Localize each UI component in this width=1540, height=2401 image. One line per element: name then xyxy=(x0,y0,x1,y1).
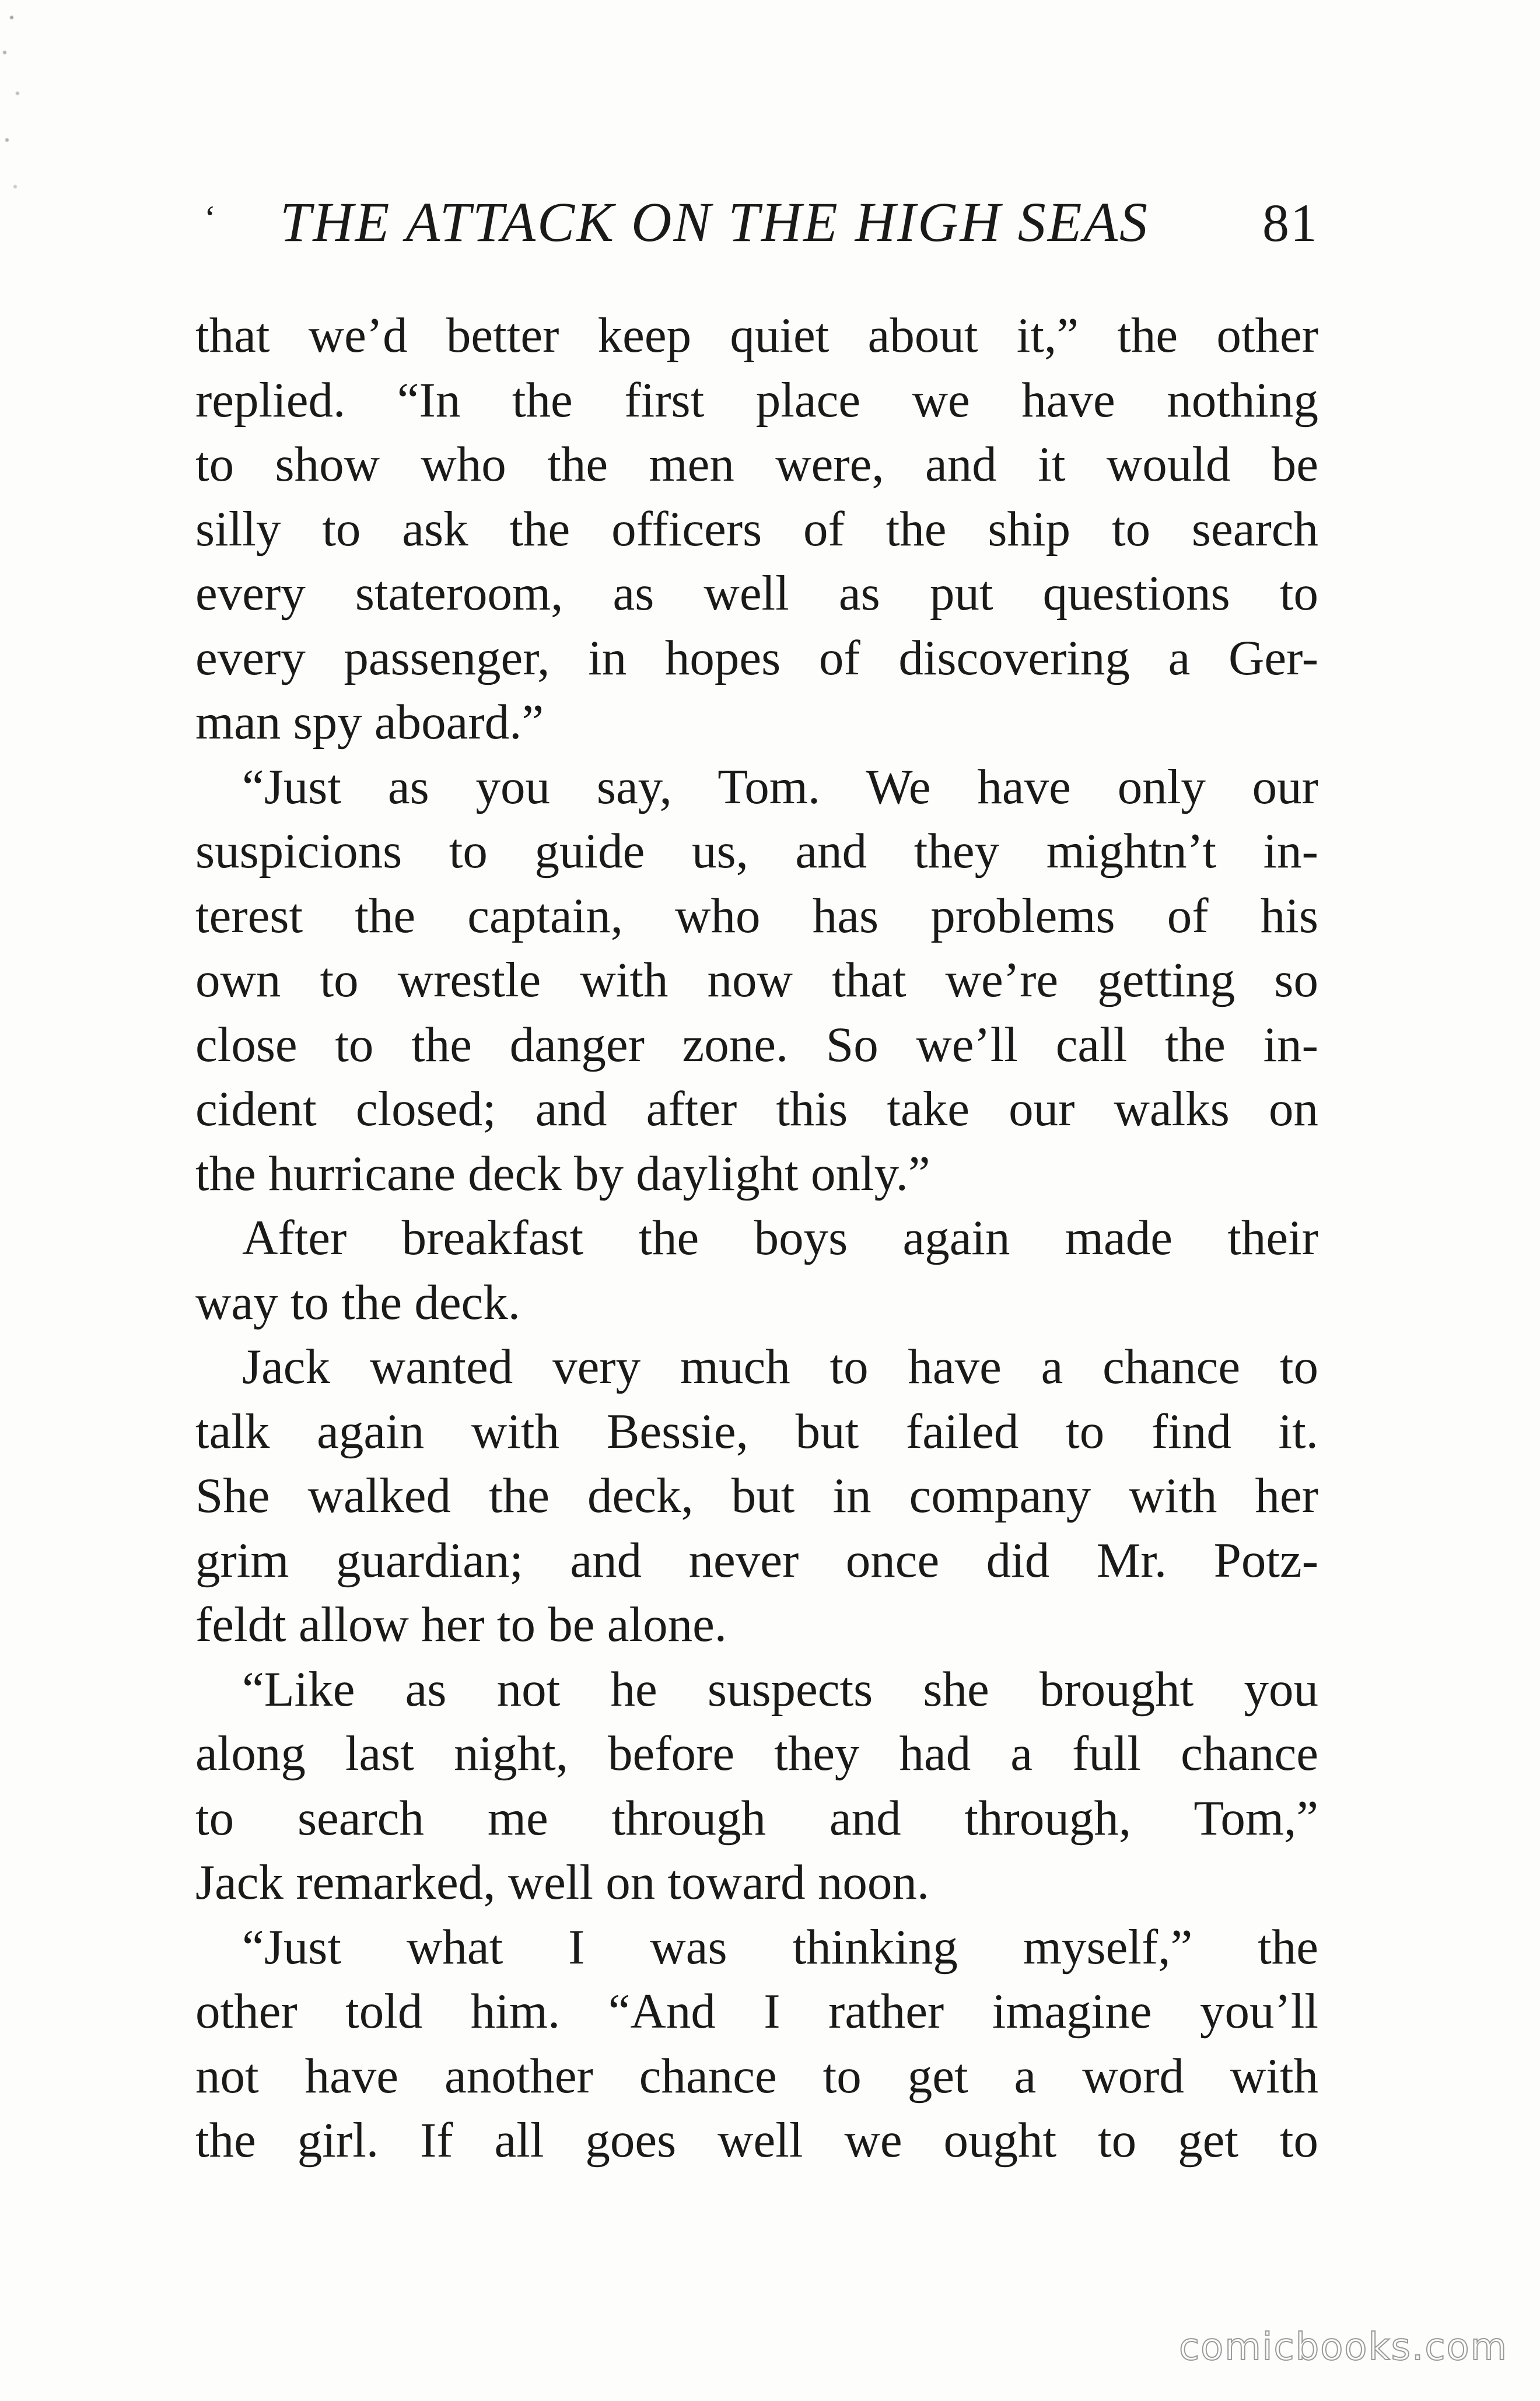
text-line: grim guardian; and never once did Mr. Potz- xyxy=(195,1532,1318,1588)
text-line: along last night, before they had a full chance xyxy=(195,1726,1318,1781)
running-header-title: THE ATTACK ON THE HIGH SEAS xyxy=(280,191,1150,253)
text-line: suspicions to guide us, and they mightn’t in- xyxy=(195,824,1318,878)
running-header xyxy=(280,190,1318,265)
page-number: 81 xyxy=(1262,193,1318,253)
text-line: every passenger, in hopes of discovering a Ger- xyxy=(195,630,1318,685)
text-line: “Just as you say, Tom. We have only our xyxy=(242,759,1318,814)
text-line: feldt allow her to be alone. xyxy=(195,1597,727,1652)
text-line: cident closed; and after this take our walks on xyxy=(195,1082,1318,1136)
text-line: Jack remarked, well on toward noon. xyxy=(195,1855,930,1910)
text-line: way to the deck. xyxy=(195,1275,521,1330)
text-line: the hurricane deck by daylight only.” xyxy=(195,1146,930,1201)
text-line: silly to ask the officers of the ship to search xyxy=(195,501,1318,556)
scan-edge-speckle xyxy=(0,0,47,245)
header-tick-mark: ʻ xyxy=(204,199,216,237)
text-line: Jack wanted very much to have a chance to xyxy=(242,1339,1318,1394)
text-line: other told him. “And I rather imagine you’ll xyxy=(195,1984,1318,2039)
text-line: “Just what I was thinking myself,” the xyxy=(242,1919,1318,1975)
text-line: After breakfast the boys again made their xyxy=(242,1210,1318,1265)
text-line: replied. “In the first place we have nothing xyxy=(195,372,1318,428)
watermark-logo: comicbooks.com xyxy=(1178,2326,1508,2369)
text-line: own to wrestle with now that we’re getting so xyxy=(195,953,1318,1007)
text-line: to search me through and through, Tom,” xyxy=(195,1790,1318,1846)
body-text xyxy=(195,303,1318,2173)
text-line: not have another chance to get a word with xyxy=(195,2048,1318,2104)
text-line: She walked the deck, but in company with her xyxy=(195,1468,1318,1523)
text-line: terest the captain, who has problems of his xyxy=(195,888,1318,943)
text-line: every stateroom, as well as put questions to xyxy=(195,566,1318,621)
text-line: that we’d better keep quiet about it,” the other xyxy=(195,308,1318,363)
text-line: close to the danger zone. So we’ll call the in- xyxy=(195,1017,1318,1072)
text-line: “Like as not he suspects she brought you xyxy=(242,1661,1318,1717)
text-line: man spy aboard.” xyxy=(195,695,544,750)
text-line: to show who the men were, and it would be xyxy=(195,437,1318,492)
text-line: the girl. If all goes well we ought to get to xyxy=(195,2113,1318,2168)
text-line: talk again with Bessie, but failed to find it. xyxy=(195,1404,1318,1459)
